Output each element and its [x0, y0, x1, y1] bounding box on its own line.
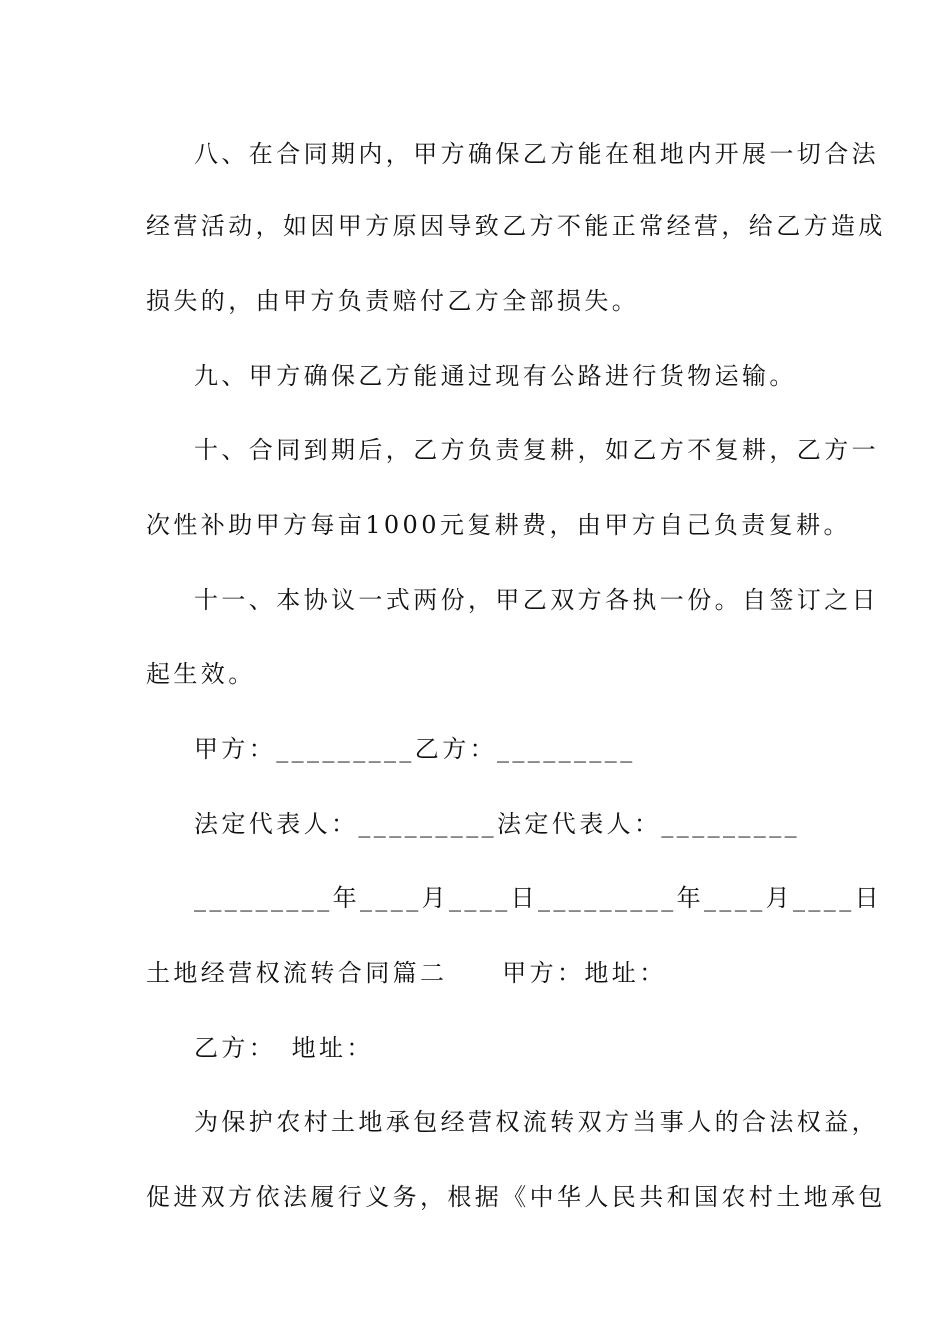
party-b-address-line: 乙方： 地址： [194, 1034, 374, 1062]
legal-representative-line: 法定代表人：_________法定代表人：_________ [194, 810, 800, 838]
clause-8-line-2: 经营活动，如因甲方原因导致乙方不能正常经营，给乙方造成 [146, 212, 886, 240]
clause-10-line-1: 十、合同到期后，乙方负责复耕，如乙方不复耕，乙方一 [194, 436, 879, 464]
clause-8-line-1: 八、在合同期内，甲方确保乙方能在租地内开展一切合法 [194, 140, 879, 168]
contract-two-heading: 土地经营权流转合同篇二 甲方：地址： [146, 959, 667, 987]
clause-9: 九、甲方确保乙方能通过现有公路进行货物运输。 [194, 362, 797, 390]
signature-party-line: 甲方：_________乙方：_________ [194, 735, 636, 763]
clause-11-line-2: 起生效。 [146, 660, 256, 688]
purpose-line-2: 促进双方依法履行义务，根据《中华人民共和国农村土地承包 [146, 1183, 886, 1211]
clause-10-line-2: 次性补助甲方每亩1000元复耕费，由甲方自己负责复耕。 [146, 511, 851, 539]
clause-8-line-3: 损失的，由甲方负责赔付乙方全部损失。 [146, 287, 640, 315]
purpose-line-1: 为保护农村土地承包经营权流转双方当事人的合法权益， [194, 1108, 879, 1136]
clause-11-line-1: 十一、本协议一式两份，甲乙双方各执一份。自签订之日 [194, 586, 879, 614]
signature-date-line: _________年____月____日_________年____月____日 [194, 884, 882, 912]
